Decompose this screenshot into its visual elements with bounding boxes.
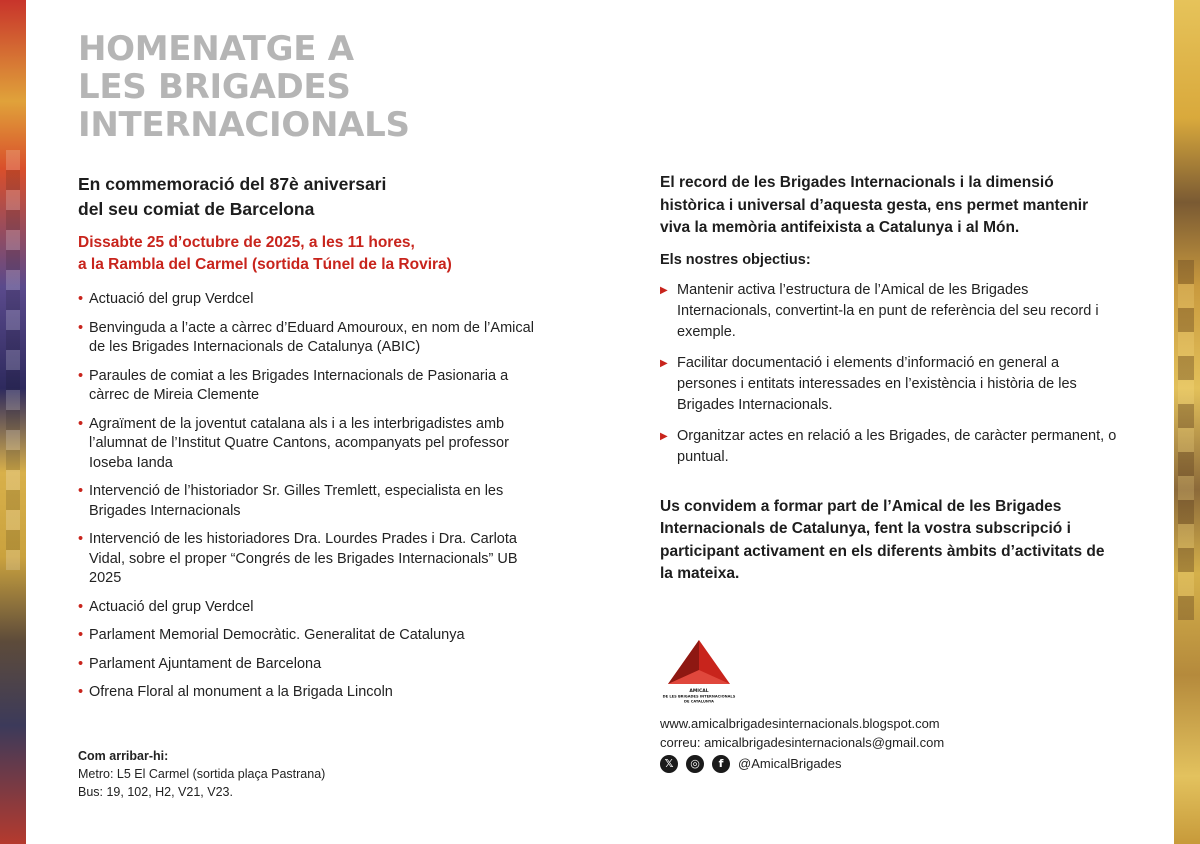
program-item: • Agraïment de la joventut catalana als i a les interbrigadistes amb l’alumnat de l’Institut Quatre Cantons, acompanyats pel professor Ioseba Ianda	[78, 415, 548, 474]
page-title	[78, 30, 410, 144]
event-subtitle	[78, 172, 548, 222]
directions-heading: Com arribar-hi:	[78, 749, 169, 763]
program-item: • Benvinguda a l’acte a càrrec d’Eduard Amouroux, en nom de l’Amical de les Brigades Internacionals de Catalunya (ABIC)	[78, 319, 548, 358]
event-date: Dissabte 25 d’octubre de 2025, a les 11 hores,	[78, 234, 415, 251]
program-item: • Actuació del grup Verdcel	[78, 290, 548, 310]
objective-item: ▶ Facilitar documentació i elements d’informació en general a persones i entitats interessades en l’existència i història de les Brigades Internacionals.	[660, 353, 1120, 416]
program-item: • Paraules de comiat a les Brigades Internacionals de Pasionaria a càrrec de Mireia Clemente	[78, 367, 548, 406]
about-column	[660, 172, 1120, 586]
title-line-1: HOMENATGE A	[78, 29, 354, 69]
program-column	[78, 172, 548, 712]
invitation-paragraph: Us convidem a formar part de l’Amical de les Brigades Internacionals de Catalunya, fent la vostra subscripció i participant activament en els diferents àmbits d’activitats de la mateixa.	[660, 497, 1105, 582]
program-item: • Intervenció de l’historiador Sr. Gilles Tremlett, especialista en les Brigades Internacionals	[78, 482, 548, 521]
title-line-3: INTERNACIONALS	[78, 105, 410, 145]
instagram-icon[interactable]: ◎	[686, 755, 704, 773]
directions-metro: Metro: L5 El Carmel (sortida plaça Pastrana)	[78, 767, 326, 781]
social-row	[660, 754, 944, 773]
website-link[interactable]: www.amicalbrigadesinternacionals.blogspot.com	[660, 716, 940, 731]
triangle-logo-icon	[660, 632, 738, 710]
objective-item: ▶ Organitzar actes en relació a les Brigades, de caràcter permanent, o puntual.	[660, 426, 1120, 468]
program-list	[78, 290, 548, 703]
title-line-2: LES BRIGADES	[78, 67, 351, 107]
directions-bus: Bus: 19, 102, H2, V21, V23.	[78, 785, 233, 799]
abic-logo	[660, 632, 738, 710]
program-item: • Actuació del grup Verdcel	[78, 598, 548, 618]
event-place: a la Rambla del Carmel (sortida Túnel de la Rovira)	[78, 256, 452, 273]
email-link[interactable]: correu: amicalbrigadesinternacionals@gmail.com	[660, 735, 945, 750]
objective-item: ▶ Mantenir activa l’estructura de l’Amical de les Brigades Internacionals, convertint-la en punt de referència del seu record i exemple.	[660, 280, 1120, 343]
flyer-panel	[26, 0, 1174, 844]
left-artwork-edge	[0, 0, 26, 844]
logo-text-line: AMICAL	[689, 689, 709, 694]
objectives-list	[660, 280, 1120, 468]
subtitle-line: En commemoració del 87è aniversari	[78, 174, 387, 194]
intro-paragraph: El record de les Brigades Internacionals i la dimensió històrica i universal d’aquesta gesta, ens permet mantenir viva la memòria antifeixista a Catalunya i al Món.	[660, 174, 1089, 236]
program-item: • Parlament Ajuntament de Barcelona	[78, 655, 548, 675]
logo-text-line: DE CATALUNYA	[684, 699, 714, 704]
program-item: • Intervenció de les historiadores Dra. Lourdes Prades i Dra. Carlota Vidal, sobre el proper “Congrés de les Brigades Internacionals” UB 2025	[78, 530, 548, 589]
right-artwork-edge	[1174, 0, 1200, 844]
program-item: • Ofrena Floral al monument a la Brigada Lincoln	[78, 683, 548, 703]
contact-block	[660, 714, 944, 773]
social-handle[interactable]: @AmicalBrigades	[738, 756, 842, 771]
directions	[78, 747, 325, 801]
program-item: • Parlament Memorial Democràtic. Generalitat de Catalunya	[78, 626, 548, 646]
objectives-heading: Els nostres objectius:	[660, 251, 811, 268]
subtitle-line: del seu comiat de Barcelona	[78, 199, 315, 219]
x-icon[interactable]: 𝕏	[660, 755, 678, 773]
facebook-icon[interactable]: f	[712, 755, 730, 773]
event-date-place	[78, 232, 548, 276]
logo-text-line: DE LES BRIGADES INTERNACIONALS	[662, 694, 736, 699]
